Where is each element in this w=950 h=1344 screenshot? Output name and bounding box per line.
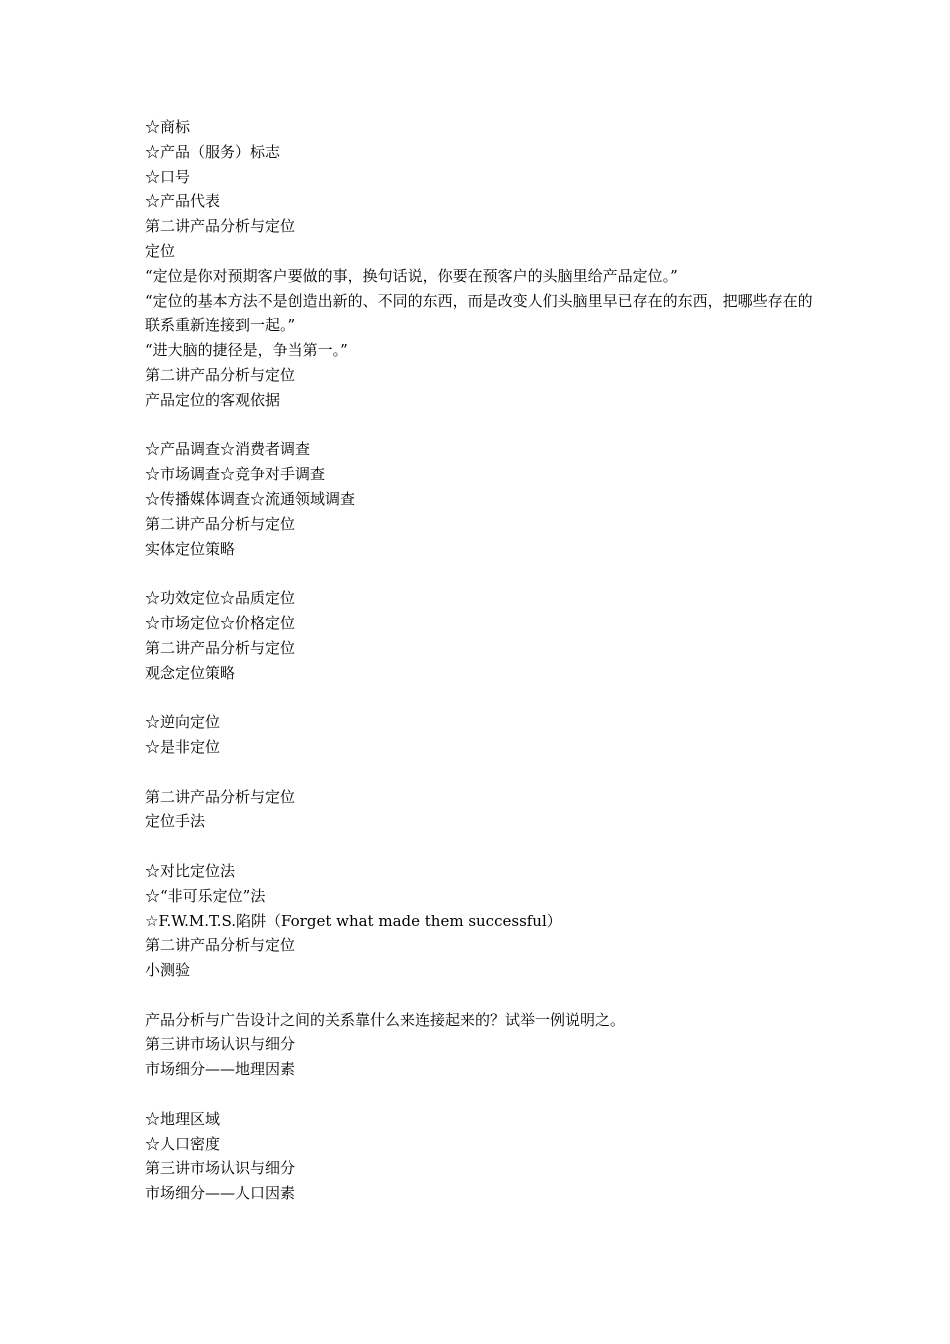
question-line: 产品分析与广告设计之间的关系靠什么来连接起来的？试举一例说明之。 [145,1010,626,1029]
text-line: ☆传播媒体调查☆流通领域调查 [145,489,356,508]
section-heading: 第二讲产品分析与定位 [145,514,296,533]
text-line: ☆市场定位☆价格定位 [145,613,296,632]
text-line: ☆逆向定位 [145,713,221,732]
blank-line [145,561,825,586]
section-heading: 第二讲产品分析与定位 [145,638,296,657]
blank-line [145,834,825,859]
text-line: ☆市场调查☆竞争对手调查 [145,465,326,484]
text-line: ☆功效定位☆品质定位 [145,589,296,608]
subsection-heading: 市场细分——人口因素 [145,1184,296,1203]
text-line: ☆产品代表 [145,192,221,211]
subsection-heading: 定位 [145,241,176,260]
section-heading: 第二讲产品分析与定位 [145,365,296,384]
text-line: ☆产品（服务）标志 [145,142,281,161]
text-line: ☆是非定位 [145,737,221,756]
blank-line [145,413,825,438]
text-line: ☆口号 [145,167,191,186]
text-line: ☆商标 [145,118,191,136]
text-line: ☆地理区域 [145,1109,221,1128]
section-heading: 第三讲市场认识与细分 [145,1159,296,1178]
text-line: ☆“非可乐定位”法 [145,886,266,905]
section-heading: 第二讲产品分析与定位 [145,787,296,806]
section-heading: 第二讲产品分析与定位 [145,936,296,955]
blank-line [145,1082,825,1107]
subsection-heading: 产品定位的客观依据 [145,390,281,409]
text-line: ☆F.W.M.T.S.陷阱（Forget what made them successful） [145,911,562,930]
blank-line [145,760,825,785]
text-line: ☆人口密度 [145,1134,221,1153]
quote-line: “定位的基本方法不是创造出新的、不同的东西，而是改变人们头脑里早已存在的东西，把哪些存在的联系重新连接到一起。” [145,291,813,335]
text-line: ☆产品调查☆消费者调查 [145,440,311,459]
quote-line: “进大脑的捷径是，争当第一。” [145,341,348,360]
subsection-heading: 定位手法 [145,812,206,831]
subsection-heading: 市场细分——地理因素 [145,1060,296,1079]
subsection-heading: 小测验 [145,961,191,980]
subsection-heading: 实体定位策略 [145,539,236,558]
section-heading: 第三讲市场认识与细分 [145,1035,296,1054]
blank-line [145,685,825,710]
section-heading: 第二讲产品分析与定位 [145,217,296,236]
text-line: ☆对比定位法 [145,861,236,880]
blank-line [145,983,825,1008]
document-body [145,115,825,1206]
subsection-heading: 观念定位策略 [145,663,236,682]
quote-line: “定位是你对预期客户要做的事，换句话说，你要在预客户的头脑里给产品定位。” [145,266,678,285]
